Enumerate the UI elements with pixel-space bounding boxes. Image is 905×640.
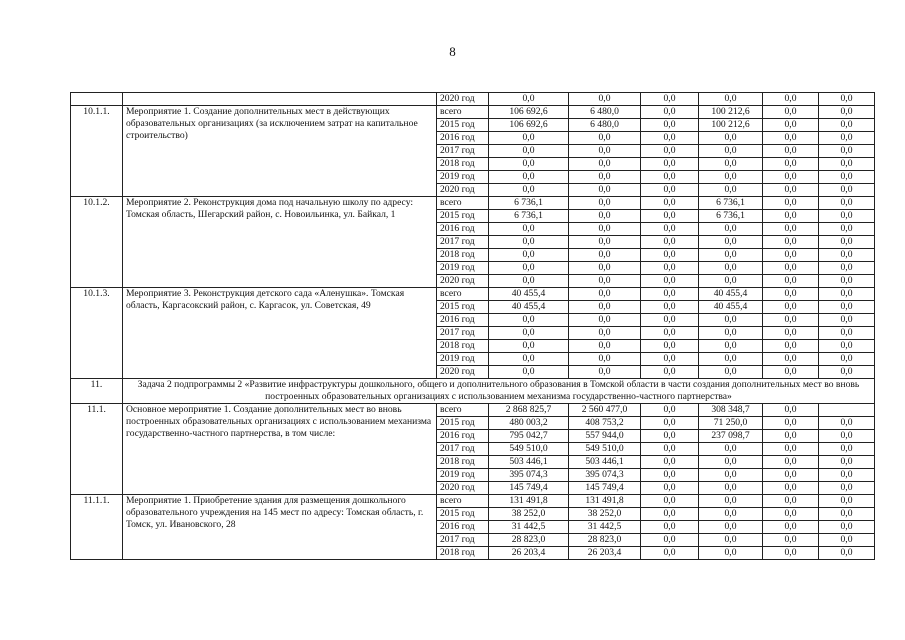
funding-value: 0,0 <box>699 443 763 456</box>
row-code: 11.1.1. <box>71 495 123 560</box>
funding-value: 0,0 <box>569 301 641 314</box>
funding-value: 308 348,7 <box>699 404 763 417</box>
funding-value: 0,0 <box>819 223 875 236</box>
period-label: 2020 год <box>437 366 489 379</box>
funding-value: 0,0 <box>489 340 569 353</box>
funding-value: 0,0 <box>569 236 641 249</box>
funding-value: 0,0 <box>569 340 641 353</box>
period-label: 2020 год <box>437 275 489 288</box>
funding-value: 40 455,4 <box>699 288 763 301</box>
funding-value: 395 074,3 <box>489 469 569 482</box>
funding-value: 0,0 <box>641 547 699 560</box>
funding-value: 6 736,1 <box>699 210 763 223</box>
funding-value: 0,0 <box>641 197 699 210</box>
funding-value: 0,0 <box>699 145 763 158</box>
funding-value: 0,0 <box>763 456 819 469</box>
funding-value: 0,0 <box>641 106 699 119</box>
funding-value: 0,0 <box>763 106 819 119</box>
funding-value: 100 212,6 <box>699 119 763 132</box>
funding-value: 0,0 <box>489 145 569 158</box>
funding-value: 0,0 <box>569 158 641 171</box>
funding-value: 28 823,0 <box>569 534 641 547</box>
funding-value: 0,0 <box>699 495 763 508</box>
funding-value: 557 944,0 <box>569 430 641 443</box>
funding-value: 0,0 <box>569 275 641 288</box>
period-label: 2018 год <box>437 547 489 560</box>
funding-value: 0,0 <box>763 132 819 145</box>
period-label: 2015 год <box>437 119 489 132</box>
funding-value: 0,0 <box>489 171 569 184</box>
funding-value: 38 252,0 <box>569 508 641 521</box>
funding-value: 0,0 <box>819 314 875 327</box>
period-label: 2017 год <box>437 145 489 158</box>
funding-value: 0,0 <box>819 495 875 508</box>
funding-value: 40 455,4 <box>489 301 569 314</box>
funding-value: 0,0 <box>489 132 569 145</box>
funding-value: 0,0 <box>641 469 699 482</box>
funding-value: 0,0 <box>641 456 699 469</box>
funding-value: 0,0 <box>819 443 875 456</box>
funding-value: 480 003,2 <box>489 417 569 430</box>
funding-value: 0,0 <box>819 158 875 171</box>
funding-value: 0,0 <box>569 262 641 275</box>
period-label: 2016 год <box>437 430 489 443</box>
period-label: 2018 год <box>437 456 489 469</box>
funding-value: 31 442,5 <box>569 521 641 534</box>
funding-value: 0,0 <box>763 482 819 495</box>
table-row <box>71 495 875 508</box>
funding-value: 0,0 <box>699 223 763 236</box>
funding-value: 0,0 <box>763 184 819 197</box>
period-label: всего <box>437 197 489 210</box>
period-label: 2020 год <box>437 482 489 495</box>
funding-value: 131 491,8 <box>569 495 641 508</box>
funding-value: 0,0 <box>763 249 819 262</box>
funding-value: 0,0 <box>569 327 641 340</box>
funding-value: 0,0 <box>819 197 875 210</box>
funding-value: 0,0 <box>641 132 699 145</box>
funding-value: 0,0 <box>641 158 699 171</box>
funding-value: 6 480,0 <box>569 106 641 119</box>
funding-value: 0,0 <box>569 249 641 262</box>
period-label: 2017 год <box>437 327 489 340</box>
funding-value: 0,0 <box>763 340 819 353</box>
table-row <box>71 106 875 119</box>
funding-value: 0,0 <box>699 534 763 547</box>
funding-value: 0,0 <box>569 197 641 210</box>
funding-value: 395 074,3 <box>569 469 641 482</box>
funding-value: 0,0 <box>819 547 875 560</box>
row-code: 10.1.2. <box>71 197 123 288</box>
funding-value: 106 692,6 <box>489 106 569 119</box>
measure-description: Мероприятие 1. Приобретение здания для размещения дошкольного образовательного учреждения на 145 мест по адресу: Томская область, г. Томск, ул. Ивановского, 28 <box>123 495 437 560</box>
funding-value: 549 510,0 <box>569 443 641 456</box>
period-label: 2015 год <box>437 301 489 314</box>
funding-value: 0,0 <box>569 132 641 145</box>
page-number: 8 <box>449 44 456 59</box>
funding-value <box>819 404 875 417</box>
funding-value: 0,0 <box>641 249 699 262</box>
row-code: 10.1.1. <box>71 106 123 197</box>
funding-value: 0,0 <box>641 301 699 314</box>
funding-value: 0,0 <box>763 534 819 547</box>
funding-value: 0,0 <box>641 366 699 379</box>
funding-value: 0,0 <box>763 288 819 301</box>
funding-value: 0,0 <box>569 145 641 158</box>
task-description: Задача 2 подпрограммы 2 «Развитие инфраструктуры дошкольного, общего и дополнительного образования в Томской области в части создания дополнительных мест во вновь построенных образовательных организациях с использованием механизма государственно-частного партнерства» <box>123 379 875 404</box>
funding-value: 0,0 <box>489 184 569 197</box>
funding-value: 0,0 <box>763 275 819 288</box>
funding-value: 0,0 <box>699 353 763 366</box>
table-row <box>71 404 875 417</box>
funding-value: 0,0 <box>569 210 641 223</box>
funding-value: 0,0 <box>489 275 569 288</box>
funding-value: 0,0 <box>763 145 819 158</box>
funding-value: 0,0 <box>819 534 875 547</box>
funding-value: 0,0 <box>763 158 819 171</box>
funding-value: 145 749,4 <box>489 482 569 495</box>
funding-value: 0,0 <box>819 456 875 469</box>
funding-value: 0,0 <box>819 275 875 288</box>
funding-value: 408 753,2 <box>569 417 641 430</box>
funding-value: 0,0 <box>699 236 763 249</box>
funding-value: 0,0 <box>819 210 875 223</box>
funding-value: 0,0 <box>641 210 699 223</box>
funding-value: 0,0 <box>819 327 875 340</box>
funding-value: 0,0 <box>489 93 569 106</box>
funding-value: 0,0 <box>819 171 875 184</box>
period-label: 2019 год <box>437 171 489 184</box>
funding-value: 0,0 <box>819 132 875 145</box>
funding-value: 0,0 <box>641 275 699 288</box>
funding-value: 0,0 <box>763 119 819 132</box>
funding-value: 26 203,4 <box>489 547 569 560</box>
funding-value: 0,0 <box>641 184 699 197</box>
funding-value: 0,0 <box>569 223 641 236</box>
measure-description: Мероприятие 3. Реконструкция детского сада «Аленушка». Томская область, Каргасокский район, с. Каргасок, ул. Советская, 49 <box>123 288 437 379</box>
funding-value: 549 510,0 <box>489 443 569 456</box>
funding-value: 0,0 <box>569 288 641 301</box>
funding-value: 0,0 <box>699 93 763 106</box>
funding-value: 0,0 <box>819 106 875 119</box>
period-label: 2015 год <box>437 508 489 521</box>
row-code <box>71 93 123 106</box>
funding-value: 26 203,4 <box>569 547 641 560</box>
funding-value: 0,0 <box>569 171 641 184</box>
funding-value: 0,0 <box>699 508 763 521</box>
funding-value: 0,0 <box>819 353 875 366</box>
funding-value: 2 560 477,0 <box>569 404 641 417</box>
funding-value: 0,0 <box>489 327 569 340</box>
period-label: 2017 год <box>437 236 489 249</box>
funding-value: 0,0 <box>699 158 763 171</box>
funding-value: 106 692,6 <box>489 119 569 132</box>
funding-value: 0,0 <box>763 171 819 184</box>
funding-value: 0,0 <box>699 132 763 145</box>
measure-description: Мероприятие 2. Реконструкция дома под начальную школу по адресу: Томская область, Шегарский район, с. Новоильинка, ул. Байкал, 1 <box>123 197 437 288</box>
period-label: 2016 год <box>437 314 489 327</box>
table-row <box>71 93 875 106</box>
funding-value: 145 749,4 <box>569 482 641 495</box>
funding-value: 100 212,6 <box>699 106 763 119</box>
funding-value: 0,0 <box>641 353 699 366</box>
period-label: всего <box>437 106 489 119</box>
measure-description <box>123 93 437 106</box>
funding-value: 0,0 <box>819 340 875 353</box>
funding-value: 0,0 <box>641 495 699 508</box>
funding-value: 71 250,0 <box>699 417 763 430</box>
funding-value: 0,0 <box>819 469 875 482</box>
funding-value: 0,0 <box>641 508 699 521</box>
funding-value: 6 736,1 <box>699 197 763 210</box>
period-label: 2019 год <box>437 262 489 275</box>
period-label: 2018 год <box>437 249 489 262</box>
period-label: 2019 год <box>437 353 489 366</box>
funding-value: 0,0 <box>641 288 699 301</box>
funding-value: 0,0 <box>699 249 763 262</box>
funding-value: 0,0 <box>641 340 699 353</box>
funding-value: 0,0 <box>569 366 641 379</box>
period-label: 2018 год <box>437 158 489 171</box>
funding-value: 0,0 <box>763 469 819 482</box>
funding-value: 0,0 <box>819 366 875 379</box>
funding-value: 0,0 <box>763 223 819 236</box>
funding-value: 0,0 <box>763 366 819 379</box>
period-label: всего <box>437 495 489 508</box>
funding-value: 0,0 <box>641 314 699 327</box>
period-label: 2016 год <box>437 521 489 534</box>
funding-value: 0,0 <box>763 430 819 443</box>
measure-description: Мероприятие 1. Создание дополнительных мест в действующих образовательных организациях (за исключением затрат на капитальное строительство) <box>123 106 437 197</box>
funding-value: 503 446,1 <box>569 456 641 469</box>
funding-value: 0,0 <box>763 262 819 275</box>
period-label: 2017 год <box>437 534 489 547</box>
funding-value: 0,0 <box>763 93 819 106</box>
funding-value: 0,0 <box>569 93 641 106</box>
period-label: 2018 год <box>437 340 489 353</box>
funding-value: 0,0 <box>699 482 763 495</box>
funding-value: 0,0 <box>763 508 819 521</box>
period-label: 2020 год <box>437 93 489 106</box>
funding-value: 0,0 <box>641 119 699 132</box>
period-label: 2016 год <box>437 223 489 236</box>
funding-value: 0,0 <box>699 340 763 353</box>
funding-value: 0,0 <box>489 223 569 236</box>
funding-value: 795 042,7 <box>489 430 569 443</box>
funding-value: 0,0 <box>819 521 875 534</box>
period-label: всего <box>437 404 489 417</box>
funding-value: 6 736,1 <box>489 197 569 210</box>
funding-value: 31 442,5 <box>489 521 569 534</box>
funding-value: 0,0 <box>569 314 641 327</box>
funding-value: 6 736,1 <box>489 210 569 223</box>
funding-value: 0,0 <box>641 521 699 534</box>
funding-value: 0,0 <box>763 417 819 430</box>
measure-description: Основное мероприятие 1. Создание дополнительных мест во вновь построенных образовательных организациях с использованием механизма государственно-частного партнерства, в том числе: <box>123 404 437 495</box>
row-code: 11. <box>71 379 123 404</box>
funding-value: 0,0 <box>699 314 763 327</box>
table-row <box>71 197 875 210</box>
funding-value: 0,0 <box>763 210 819 223</box>
funding-value: 0,0 <box>699 262 763 275</box>
funding-value: 0,0 <box>819 482 875 495</box>
funding-value: 0,0 <box>763 314 819 327</box>
funding-value: 0,0 <box>819 417 875 430</box>
funding-value: 0,0 <box>819 288 875 301</box>
funding-value: 0,0 <box>489 249 569 262</box>
funding-value: 28 823,0 <box>489 534 569 547</box>
funding-value: 0,0 <box>641 171 699 184</box>
funding-value: 0,0 <box>763 547 819 560</box>
funding-value: 0,0 <box>763 236 819 249</box>
funding-value: 0,0 <box>819 301 875 314</box>
row-code: 11.1. <box>71 404 123 495</box>
funding-value: 0,0 <box>489 236 569 249</box>
funding-value: 0,0 <box>763 443 819 456</box>
funding-value: 0,0 <box>819 145 875 158</box>
row-code: 10.1.3. <box>71 288 123 379</box>
funding-value: 0,0 <box>763 197 819 210</box>
funding-value: 0,0 <box>641 223 699 236</box>
funding-value: 0,0 <box>763 404 819 417</box>
funding-value: 0,0 <box>489 314 569 327</box>
funding-value: 6 480,0 <box>569 119 641 132</box>
funding-value: 0,0 <box>641 236 699 249</box>
funding-value: 0,0 <box>569 353 641 366</box>
funding-value: 0,0 <box>641 534 699 547</box>
funding-value: 0,0 <box>699 469 763 482</box>
funding-value: 0,0 <box>819 236 875 249</box>
funding-value: 0,0 <box>819 184 875 197</box>
funding-value: 0,0 <box>641 327 699 340</box>
funding-value: 0,0 <box>489 262 569 275</box>
funding-value: 0,0 <box>763 301 819 314</box>
funding-value: 0,0 <box>641 430 699 443</box>
funding-value: 237 098,7 <box>699 430 763 443</box>
funding-value: 0,0 <box>699 366 763 379</box>
funding-value: 0,0 <box>819 119 875 132</box>
table-row <box>71 288 875 301</box>
funding-value: 0,0 <box>763 521 819 534</box>
funding-value: 0,0 <box>641 482 699 495</box>
funding-value: 0,0 <box>819 249 875 262</box>
funding-value: 0,0 <box>641 145 699 158</box>
funding-value: 40 455,4 <box>489 288 569 301</box>
funding-value: 0,0 <box>819 93 875 106</box>
funding-value: 0,0 <box>819 508 875 521</box>
funding-value: 0,0 <box>641 262 699 275</box>
funding-value: 0,0 <box>489 366 569 379</box>
period-label: 2019 год <box>437 469 489 482</box>
funding-value: 0,0 <box>641 93 699 106</box>
funding-value: 0,0 <box>763 353 819 366</box>
funding-value: 0,0 <box>569 184 641 197</box>
funding-value: 0,0 <box>819 262 875 275</box>
funding-value: 0,0 <box>763 495 819 508</box>
funding-value: 0,0 <box>699 327 763 340</box>
period-label: 2016 год <box>437 132 489 145</box>
funding-value: 0,0 <box>763 327 819 340</box>
funding-value: 0,0 <box>699 171 763 184</box>
funding-value: 38 252,0 <box>489 508 569 521</box>
funding-value: 131 491,8 <box>489 495 569 508</box>
task-row <box>71 379 875 404</box>
program-funding-table <box>70 92 875 560</box>
funding-value: 0,0 <box>819 430 875 443</box>
funding-value: 0,0 <box>641 443 699 456</box>
funding-value: 40 455,4 <box>699 301 763 314</box>
funding-value: 0,0 <box>641 404 699 417</box>
period-label: 2017 год <box>437 443 489 456</box>
funding-value: 0,0 <box>699 521 763 534</box>
funding-value: 0,0 <box>489 158 569 171</box>
period-label: всего <box>437 288 489 301</box>
period-label: 2015 год <box>437 417 489 430</box>
funding-value: 0,0 <box>699 456 763 469</box>
funding-value: 2 868 825,7 <box>489 404 569 417</box>
funding-value: 503 446,1 <box>489 456 569 469</box>
funding-value: 0,0 <box>699 275 763 288</box>
funding-value: 0,0 <box>641 417 699 430</box>
funding-value: 0,0 <box>489 353 569 366</box>
funding-value: 0,0 <box>699 547 763 560</box>
period-label: 2015 год <box>437 210 489 223</box>
period-label: 2020 год <box>437 184 489 197</box>
funding-value: 0,0 <box>699 184 763 197</box>
